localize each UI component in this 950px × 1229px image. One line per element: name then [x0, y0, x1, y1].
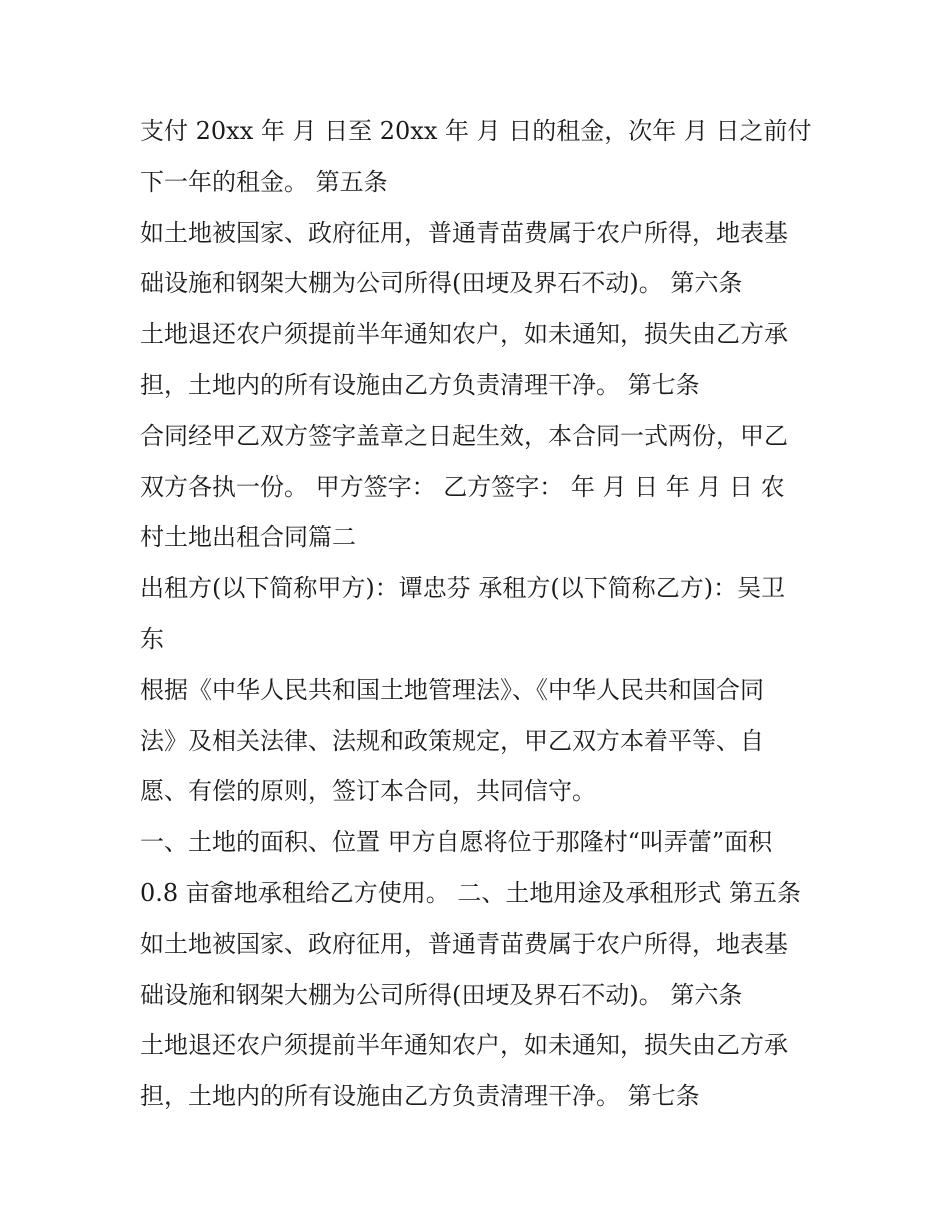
text-line: 根据《中华人民共和国土地管理法》、《中华人民共和国合同	[140, 675, 764, 704]
text-line: 如土地被国家、政府征用，普通青苗费属于农户所得，地表基	[140, 929, 788, 958]
text-line: 下一年的租金。 第五条	[140, 167, 388, 196]
text-line: 担，土地内的所有设施由乙方负责清理干净。 第七条	[140, 1082, 700, 1111]
text-line: 愿、有偿的原则，签订本合同，共同信守。	[140, 777, 596, 806]
document-body	[140, 106, 840, 1122]
text-line: 如土地被国家、政府征用，普通青苗费属于农户所得，地表基	[140, 218, 788, 247]
text-line: 支付 20xx 年 月 日至 20xx 年 月 日的租金，次年 月 日之前付	[140, 117, 812, 145]
text-line: 土地退还农户须提前半年通知农户，如未通知，损失由乙方承	[140, 320, 788, 349]
text-line: 出租方(以下简称甲方)：谭忠芬 承租方(以下简称乙方)：吴卫	[140, 574, 786, 603]
text-line: 合同经甲乙双方签字盖章之日起生效，本合同一式两份，甲乙	[140, 421, 788, 450]
text-line: 法》及相关法律、法规和政策规定，甲乙双方本着平等、自	[140, 726, 764, 755]
text-line: 0.8 亩畲地承租给乙方使用。 二、土地用途及承租形式 第五条	[140, 878, 802, 907]
text-line: 双方各执一份。 甲方签字： 乙方签字： 年 月 日 年 月 日 农	[140, 472, 785, 501]
text-line: 东	[140, 624, 164, 653]
text-line: 一、土地的面积、位置 甲方自愿将位于那隆村“叫弄蕾”面积	[140, 828, 773, 857]
text-line: 村土地出租合同篇二	[140, 523, 356, 552]
text-line: 担，土地内的所有设施由乙方负责清理干净。 第七条	[140, 370, 700, 399]
text-line: 土地退还农户须提前半年通知农户，如未通知，损失由乙方承	[140, 1031, 788, 1060]
text-line: 础设施和钢架大棚为公司所得(田埂及界石不动)。 第六条	[140, 269, 743, 298]
text-line: 础设施和钢架大棚为公司所得(田埂及界石不动)。 第六条	[140, 980, 743, 1009]
